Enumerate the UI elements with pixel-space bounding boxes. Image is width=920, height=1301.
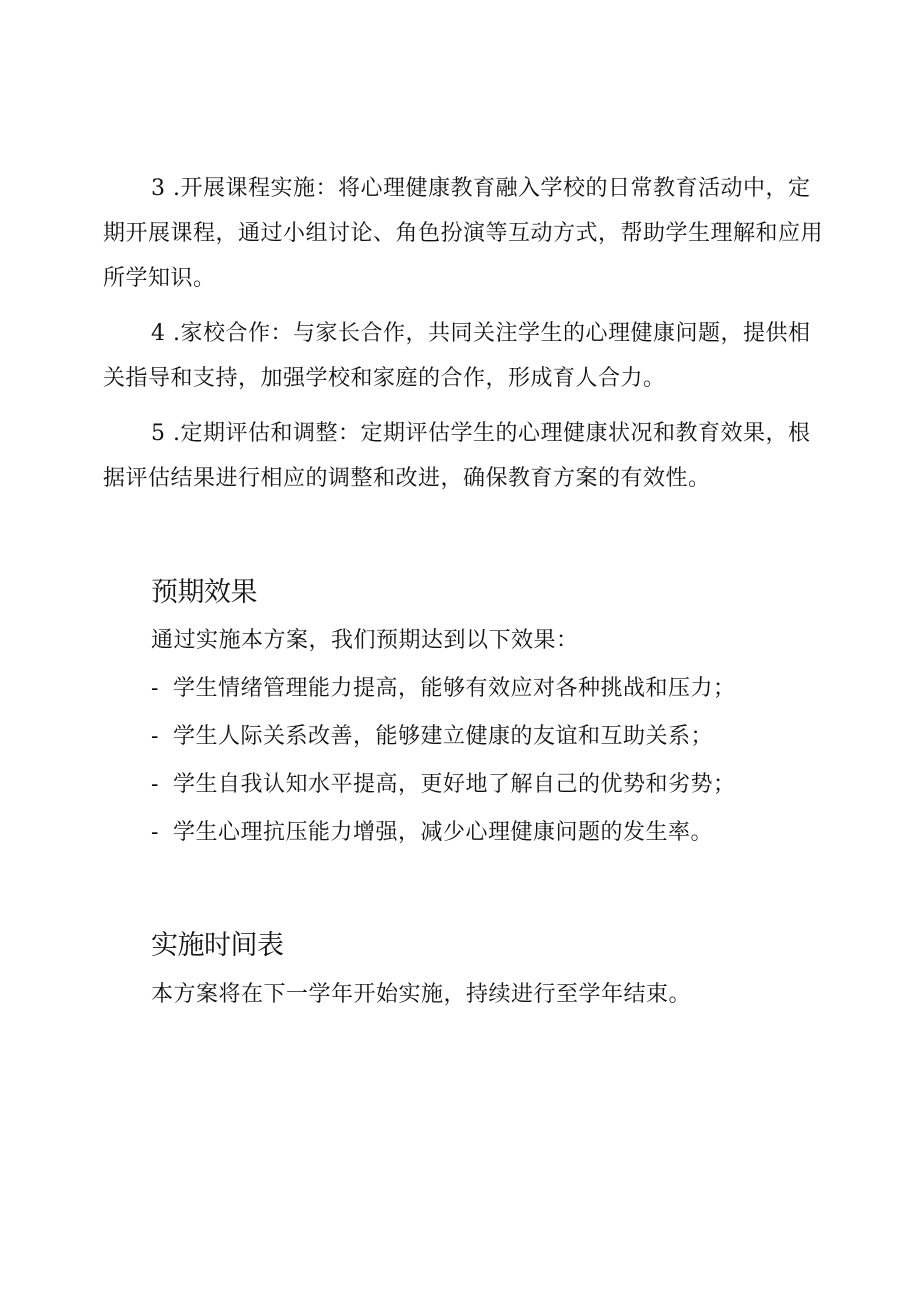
- step-text: .开展课程实施：将心理健康教育融入学校的日常教育活动中，定期开展课程，通过小组讨论、角色扮演等互动方式，帮助学生理解和应用所学知识。: [103, 176, 824, 291]
- expected-item: [151, 674, 736, 704]
- schedule-text: 本方案将在下一学年开始实施，持续进行至学年结束。: [151, 982, 692, 1007]
- schedule-heading: 实施时间表: [151, 930, 284, 961]
- expected-item: [151, 722, 713, 752]
- step-text: .家校合作：与家长合作，共同关注学生的心理健康问题，提供相关指导和支持，加强学校和家庭的合作，形成育人合力。: [103, 321, 811, 391]
- expected-item-text: 学生情绪管理能力提高，能够有效应对各种挑战和压力；: [173, 676, 736, 701]
- step-4-paragraph: [103, 311, 823, 401]
- bullet-marker: -: [151, 676, 159, 701]
- bullet-marker: -: [151, 820, 159, 845]
- expected-item-text: 学生自我认知水平提高，更好地了解自己的优势和劣势；: [173, 772, 736, 797]
- step-3-paragraph: [103, 166, 823, 301]
- expected-item: [151, 818, 713, 848]
- step-number: 4: [151, 321, 166, 346]
- bullet-marker: -: [151, 772, 159, 797]
- expected-item-text: 学生心理抗压能力增强，减少心理健康问题的发生率。: [173, 820, 714, 845]
- expected-intro: 通过实施本方案，我们预期达到以下效果：: [151, 628, 579, 653]
- step-number: 3: [151, 176, 166, 201]
- expected-item-text: 学生人际关系改善，能够建立健康的友谊和互助关系；: [173, 724, 714, 749]
- expected-effects-heading: 预期效果: [151, 577, 257, 608]
- expected-item: [151, 770, 736, 800]
- step-5-paragraph: [103, 411, 823, 501]
- step-number: 5: [151, 421, 166, 446]
- bullet-marker: -: [151, 724, 159, 749]
- step-text: .定期评估和调整：定期评估学生的心理健康状况和教育效果，根据评估结果进行相应的调整和改进，确保教育方案的有效性。: [103, 421, 811, 491]
